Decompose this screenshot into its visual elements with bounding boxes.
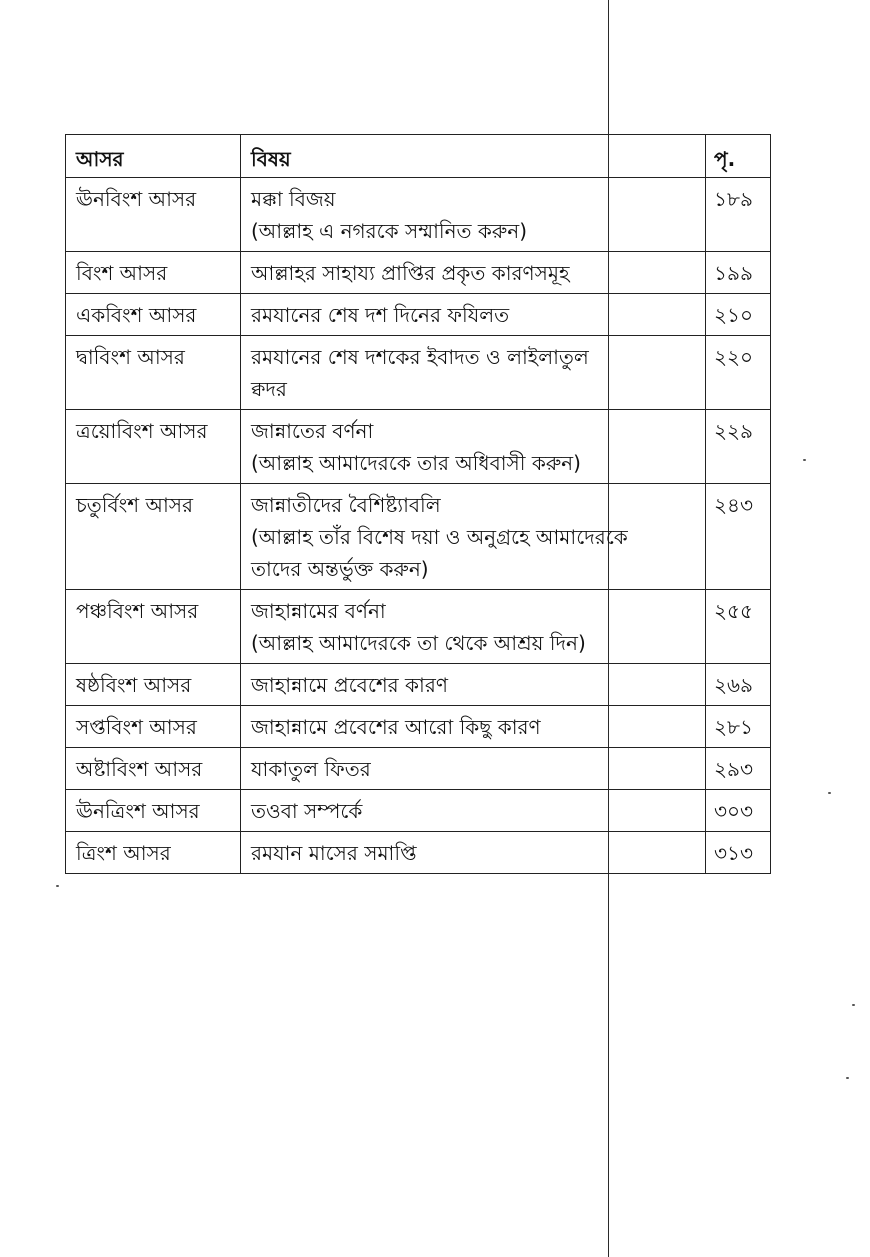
session-cell: বিংশ আসর — [66, 252, 241, 294]
topic-line: ক্বদর — [251, 377, 287, 401]
page-number-cell: ১৯৯ — [706, 252, 771, 294]
table-row — [66, 252, 771, 294]
topic-cell — [241, 410, 706, 484]
topic-cell — [241, 590, 706, 664]
table-row — [66, 178, 771, 252]
session-cell: একবিংশ আসর — [66, 294, 241, 336]
session-cell: ঊনবিংশ আসর — [66, 178, 241, 252]
page-number-cell: ২২০ — [706, 336, 771, 410]
topic-line: তাদের অন্তর্ভুক্ত করুন) — [251, 557, 429, 581]
header-row — [66, 135, 771, 178]
table-row — [66, 664, 771, 706]
topic-cell — [241, 252, 706, 294]
topic-line: জাহান্নামের বর্ণনা — [251, 599, 386, 623]
session-cell: ত্রয়োবিংশ আসর — [66, 410, 241, 484]
topic-line: তওবা সম্পর্কে — [251, 799, 363, 823]
topic-cell — [241, 706, 706, 748]
topic-line: রমযান মাসের সমাপ্তি — [251, 841, 417, 865]
page-number-cell: ২৫৫ — [706, 590, 771, 664]
page-number-cell: ২৯৩ — [706, 748, 771, 790]
topic-cell — [241, 484, 706, 590]
header-topic: বিষয় — [241, 135, 706, 178]
session-cell: চতুর্বিংশ আসর — [66, 484, 241, 590]
topic-line: রমযানের শেষ দশ দিনের ফযিলত — [251, 303, 510, 327]
session-cell: ত্রিংশ আসর — [66, 832, 241, 874]
topic-line: জান্নাতীদের বৈশিষ্ট্যাবলি — [251, 493, 441, 517]
scan-speck — [828, 792, 831, 794]
page-number-cell: ২১০ — [706, 294, 771, 336]
page-number-cell: ২২৯ — [706, 410, 771, 484]
topic-line: জান্নাতের বর্ণনা — [251, 419, 374, 443]
table-row — [66, 590, 771, 664]
topic-cell — [241, 748, 706, 790]
session-cell: সপ্তবিংশ আসর — [66, 706, 241, 748]
table-of-contents — [65, 134, 771, 874]
page-number-cell: ১৮৯ — [706, 178, 771, 252]
topic-line: আল্লাহর সাহায্য প্রাপ্তির প্রকৃত কারণসমূহ — [251, 261, 570, 285]
table-row — [66, 410, 771, 484]
topic-line: জাহান্নামে প্রবেশের আরো কিছু কারণ — [251, 715, 541, 739]
page-number-cell: ২৪৩ — [706, 484, 771, 590]
header-session: আসর — [66, 135, 241, 178]
scan-speck — [846, 1077, 849, 1079]
topic-line: জাহান্নামে প্রবেশের কারণ — [251, 673, 448, 697]
topic-line: (আল্লাহ তাঁর বিশেষ দয়া ও অনুগ্রহে আমাদেরকে — [251, 525, 628, 549]
table-row — [66, 832, 771, 874]
page-number-cell: ২৬৯ — [706, 664, 771, 706]
session-cell: দ্বাবিংশ আসর — [66, 336, 241, 410]
toc-body — [66, 178, 771, 874]
page-number-cell: ৩০৩ — [706, 790, 771, 832]
page-number-cell: ৩১৩ — [706, 832, 771, 874]
scan-speck — [56, 885, 59, 887]
session-cell: পঞ্চবিংশ আসর — [66, 590, 241, 664]
scan-speck — [803, 459, 806, 461]
topic-cell — [241, 790, 706, 832]
header-page: পৃ. — [706, 135, 771, 178]
table-row — [66, 294, 771, 336]
topic-cell — [241, 178, 706, 252]
table-row — [66, 748, 771, 790]
topic-line: মক্কা বিজয় — [251, 187, 336, 211]
table-row — [66, 790, 771, 832]
topic-line: (আল্লাহ আমাদেরকে তার অধিবাসী করুন) — [251, 451, 581, 475]
topic-cell — [241, 832, 706, 874]
topic-cell — [241, 664, 706, 706]
session-cell: অষ্টাবিংশ আসর — [66, 748, 241, 790]
topic-line: যাকাতুল ফিতর — [251, 757, 371, 781]
page-number-cell: ২৮১ — [706, 706, 771, 748]
session-cell: ষষ্ঠবিংশ আসর — [66, 664, 241, 706]
table-row — [66, 706, 771, 748]
topic-line: রমযানের শেষ দশকের ইবাদত ও লাইলাতুল — [251, 345, 589, 369]
topic-cell — [241, 336, 706, 410]
session-cell: ঊনত্রিংশ আসর — [66, 790, 241, 832]
scan-speck — [852, 1004, 855, 1006]
table-row — [66, 336, 771, 410]
table-row — [66, 484, 771, 590]
topic-line: (আল্লাহ আমাদেরকে তা থেকে আশ্রয় দিন) — [251, 631, 586, 655]
topic-line: (আল্লাহ এ নগরকে সম্মানিত করুন) — [251, 219, 527, 243]
topic-cell — [241, 294, 706, 336]
